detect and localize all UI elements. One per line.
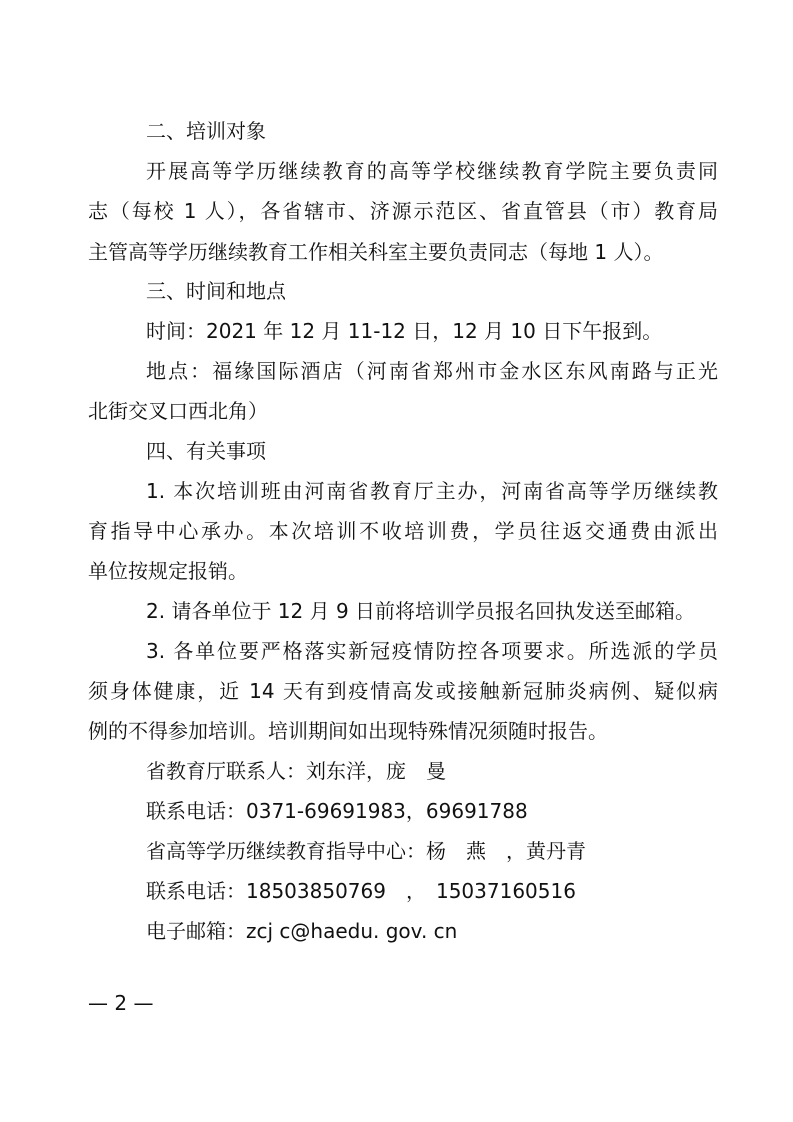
contact-phone-line: 联系电话：0371-69691983，69691788 <box>146 799 528 823</box>
item-1-line: 育指导中心承办。本次培训不收培训费，学员往返交通费由派出 <box>88 519 718 543</box>
location-line-cont: 北街交叉口西北角） <box>88 399 268 423</box>
section-heading-training-target: 二、培训对象 <box>146 119 266 143</box>
item-3-line: 须身体健康，近 14 天有到疫情高发或接触新冠肺炎病例、疑似病 <box>88 679 718 703</box>
contact-center-line: 省高等学历继续教育指导中心：杨 燕 ，黄丹青 <box>146 839 586 863</box>
item-1-line: 1. 本次培训班由河南省教育厅主办，河南省高等学历继续教 <box>146 479 718 503</box>
item-3-line: 3. 各单位要严格落实新冠疫情防控各项要求。所选派的学员 <box>146 639 718 663</box>
contact-phone-line-2: 联系电话：18503850769 ， 15037160516 <box>146 879 576 903</box>
item-3-line: 例的不得参加培训。培训期间如出现特殊情况须随时报告。 <box>88 719 608 743</box>
paragraph-line: 主管高等学历继续教育工作相关科室主要负责同志（每地 1 人）。 <box>88 240 664 264</box>
item-1-line: 单位按规定报销。 <box>88 559 248 583</box>
paragraph-line: 开展高等学历继续教育的高等学校继续教育学院主要负责同 <box>146 159 718 183</box>
section-heading-matters: 四、有关事项 <box>146 439 266 463</box>
page-number: — 2 — <box>88 991 154 1015</box>
paragraph-line: 志（每校 1 人），各省辖市、济源示范区、省直管县（市）教育局 <box>88 199 718 223</box>
contact-person-line: 省教育厅联系人：刘东洋，庞 曼 <box>146 759 446 783</box>
location-line: 地点：福缘国际酒店（河南省郑州市金水区东风南路与正光 <box>146 359 718 383</box>
time-line: 时间：2021 年 12 月 11-12 日，12 月 10 日下午报到。 <box>146 319 663 343</box>
section-heading-time-place: 三、时间和地点 <box>146 279 286 303</box>
item-2-line: 2. 请各单位于 12 月 9 日前将培训学员报名回执发送至邮箱。 <box>146 599 696 623</box>
email-line: 电子邮箱：zcj c@haedu. gov. cn <box>146 919 458 943</box>
